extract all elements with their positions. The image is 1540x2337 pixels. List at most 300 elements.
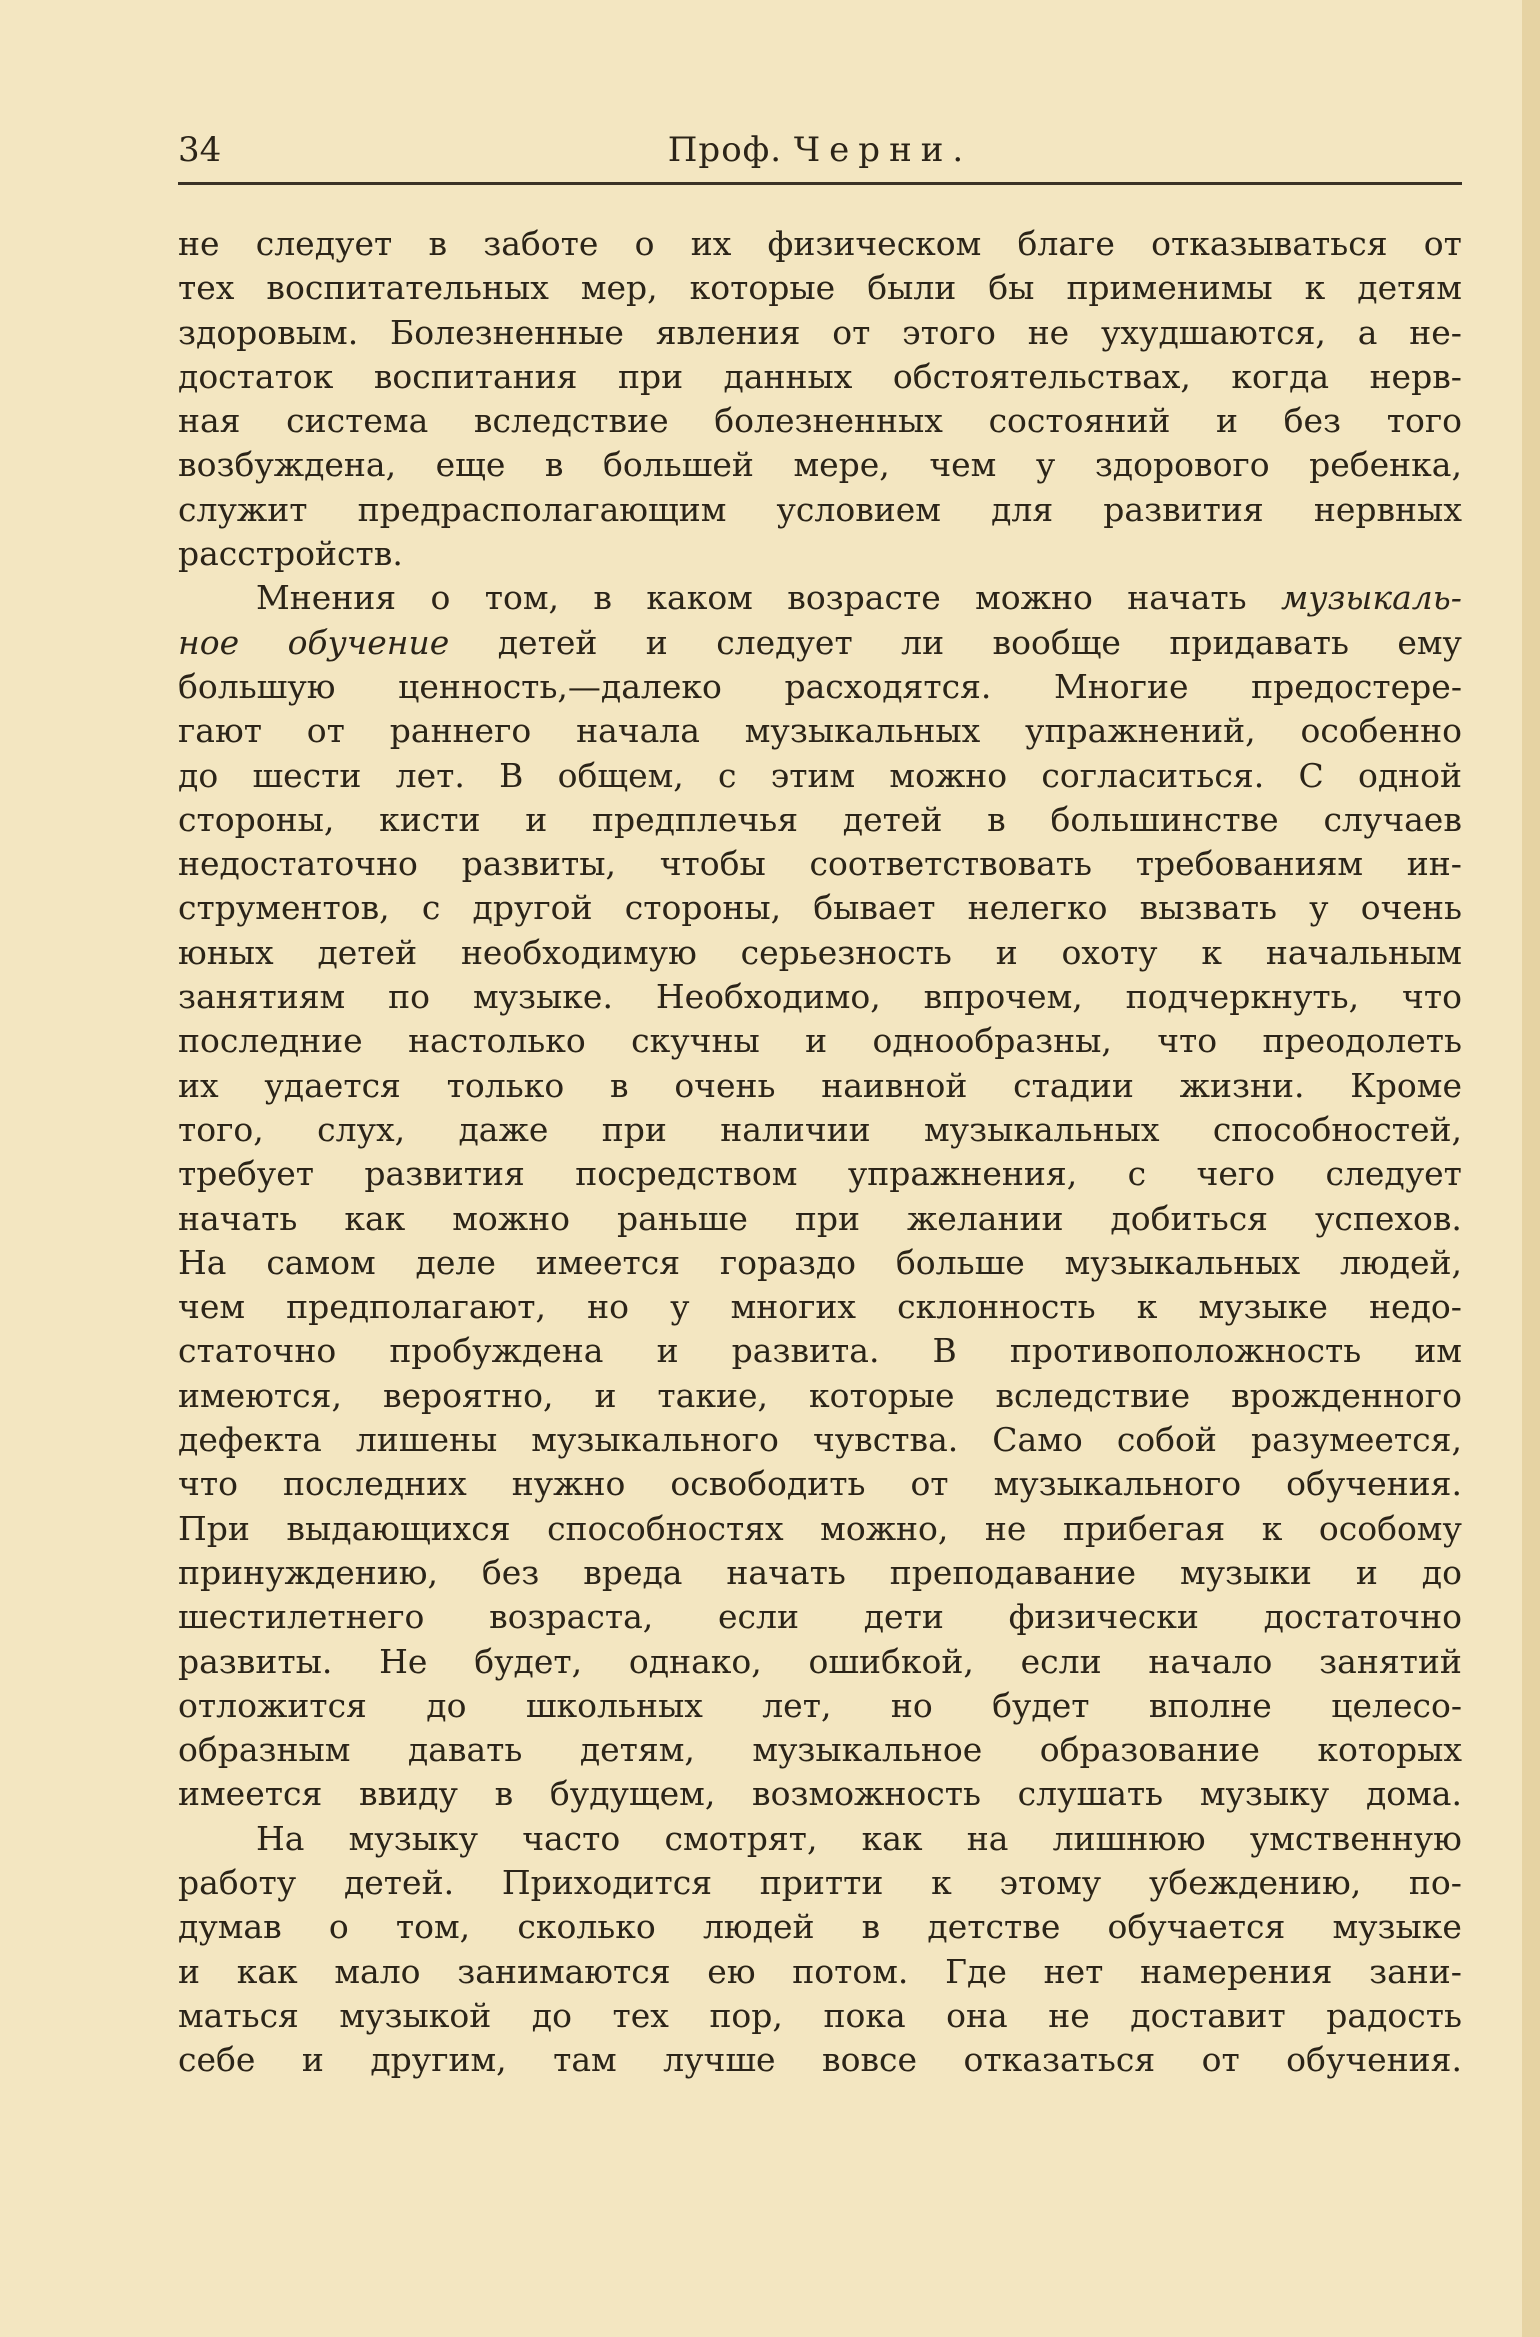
text-line (178, 931, 1462, 975)
word: людей (702, 1907, 815, 1947)
running-head (178, 130, 1462, 170)
text-line (178, 222, 1462, 266)
word: удается (264, 1065, 401, 1105)
word: в (609, 1065, 629, 1105)
text-line (178, 1905, 1462, 1949)
word: не (178, 224, 220, 263)
word: этому (999, 1862, 1102, 1902)
word: больше (895, 1242, 1025, 1282)
word: имеется (178, 1774, 323, 1814)
word: согласиться. (1041, 755, 1265, 795)
word: с (421, 888, 441, 928)
word: на (966, 1818, 1009, 1858)
word: к (1261, 1508, 1283, 1548)
word: преодолеть (1262, 1021, 1462, 1061)
word: В (499, 755, 524, 795)
word: мере, (793, 445, 890, 485)
word: нужно (511, 1464, 626, 1504)
word: наличии (720, 1109, 871, 1149)
word: при (794, 1198, 860, 1238)
word: она (946, 1995, 1008, 2035)
word: занятиям (178, 977, 346, 1017)
word: настолько (408, 1021, 586, 1061)
text-line (178, 1152, 1462, 1196)
word: можно, (820, 1508, 949, 1548)
text-line (178, 1374, 1462, 1418)
text-line (178, 1861, 1462, 1905)
word: детей (317, 932, 418, 972)
word: что (1157, 1021, 1218, 1061)
word: будет (992, 1685, 1090, 1725)
word: Мнения (256, 578, 397, 618)
word: к (931, 1862, 952, 1902)
word: ввиду (359, 1774, 458, 1814)
word: Кроме (1350, 1065, 1462, 1105)
word: желании (906, 1198, 1064, 1238)
word: и (1355, 1552, 1378, 1592)
word: не (984, 1508, 1027, 1548)
word: только (446, 1065, 565, 1105)
word: каком (646, 578, 753, 618)
word: радость (1326, 1995, 1462, 2035)
word: раньше (616, 1198, 748, 1238)
word: работу (178, 1862, 297, 1902)
word: принуждению, (178, 1552, 438, 1592)
word: достаточно (1263, 1597, 1462, 1637)
word: тех (612, 1995, 669, 2035)
body-text (178, 222, 1462, 2082)
word: шести (252, 755, 362, 795)
word: врожденного (1231, 1375, 1462, 1415)
word: начать (178, 1198, 298, 1238)
word: школьных (525, 1685, 703, 1725)
word: намерения (1140, 1951, 1333, 1991)
word: детстве (927, 1907, 1061, 1947)
word: система (286, 401, 429, 441)
word: служит (178, 489, 308, 529)
text-line (178, 754, 1462, 798)
word: до (531, 1995, 572, 2035)
word: которые (689, 268, 836, 308)
word: вовсе (822, 2040, 918, 2080)
word: и (645, 622, 668, 662)
word: достаток (178, 356, 334, 396)
word: пробуждена (389, 1331, 604, 1371)
word: отказаться (963, 2040, 1156, 2080)
word: к (1304, 268, 1326, 308)
text-line (178, 1507, 1462, 1551)
word: последние (178, 1021, 363, 1061)
word: того (1386, 401, 1462, 441)
word: им (1414, 1331, 1462, 1371)
word: требует (178, 1154, 314, 1194)
word: музыке (1198, 1287, 1328, 1327)
word: развития (364, 1154, 525, 1194)
word: воспитания (373, 356, 578, 396)
word: начальным (1265, 932, 1462, 972)
word: ная (178, 401, 241, 441)
word: в (593, 578, 613, 618)
word: себе (178, 2040, 256, 2080)
word: гают (178, 711, 262, 751)
word: обучается (1107, 1907, 1286, 1947)
word: вообще (992, 622, 1121, 662)
word: большей (603, 445, 754, 485)
word: очень (1360, 888, 1462, 928)
word: лучше (663, 2040, 776, 2080)
word: ухудшаются, (1101, 312, 1326, 352)
word: ин- (1406, 844, 1462, 884)
word: сколько (517, 1907, 656, 1947)
word: выдающихся (286, 1508, 511, 1548)
word: болезненных (714, 401, 943, 441)
word: в (544, 445, 564, 485)
word: до (178, 755, 219, 795)
word: музыкального (531, 1420, 779, 1460)
word: предплечья (591, 799, 799, 839)
running-head-prefix: Проф. (667, 130, 783, 170)
word: дети (863, 1597, 944, 1637)
word: зани- (1369, 1951, 1462, 1991)
word: маться (178, 1995, 299, 2035)
word: музыкаль- (1281, 578, 1462, 618)
word: способностях (547, 1508, 784, 1548)
word: давать (407, 1730, 523, 1770)
word: придавать (1169, 622, 1349, 662)
word: что (1402, 977, 1462, 1017)
word: обстоятельствах, (892, 356, 1191, 396)
word: музыку (348, 1818, 479, 1858)
word: кисти (379, 799, 481, 839)
word: имеется (535, 1242, 681, 1282)
text-line (178, 621, 1462, 665)
word: от (1201, 2040, 1240, 2080)
word: вероятно, (382, 1375, 554, 1415)
word: чего (1196, 1154, 1276, 1194)
word: предрасполагающим (357, 489, 727, 529)
word: их (690, 224, 732, 263)
word: у (1309, 888, 1329, 928)
word: способностей, (1212, 1109, 1462, 1149)
word: при (617, 356, 684, 396)
text-line (178, 1019, 1462, 1063)
word: детям (1357, 268, 1462, 308)
word: шестилетнего (178, 1597, 425, 1637)
word: у (1035, 445, 1056, 485)
text-line (178, 975, 1462, 1019)
word: образным (178, 1730, 351, 1770)
text-line (178, 488, 1462, 532)
word: не (1027, 312, 1070, 352)
text-line (178, 1817, 1462, 1861)
word: состояний (988, 401, 1171, 441)
word: отложится (178, 1685, 367, 1725)
word: и (178, 1951, 200, 1991)
word: расстройств. (178, 534, 403, 574)
word: однако, (628, 1641, 762, 1681)
word: недостаточно (178, 844, 418, 884)
word: и (1215, 401, 1238, 441)
word: Болезненные (389, 312, 624, 352)
word: будет, (474, 1641, 583, 1681)
text-line (178, 1418, 1462, 1462)
word: которые (808, 1375, 955, 1415)
word: музыкального (993, 1464, 1242, 1504)
word: прибегая (1062, 1508, 1226, 1548)
word: вызвать (1139, 888, 1277, 928)
word: предполагают, (286, 1287, 547, 1327)
text-line (178, 1241, 1462, 1285)
word: Многие (1054, 666, 1189, 706)
word: умственную (1249, 1818, 1462, 1858)
word: вполне (1148, 1685, 1272, 1725)
word: музыке (1332, 1907, 1462, 1947)
word: о (634, 224, 655, 263)
word: от (306, 711, 345, 751)
word: не (1048, 1995, 1090, 2035)
word: ное (178, 622, 240, 662)
word: как (344, 1198, 406, 1238)
word: детей (497, 622, 598, 662)
word: деле (415, 1242, 496, 1282)
word: гораздо (719, 1242, 857, 1282)
word: обучение (287, 622, 450, 662)
word: музыкальных (744, 711, 981, 751)
word: если (718, 1597, 799, 1637)
word: очень (674, 1065, 776, 1105)
word: добиться (1110, 1198, 1268, 1238)
word: но (587, 1287, 629, 1327)
word: условием (776, 489, 941, 529)
word: дефекта (178, 1420, 322, 1460)
word: склонность (897, 1287, 1096, 1327)
word: к (1201, 932, 1223, 972)
text-line (178, 266, 1462, 310)
text-line (178, 1640, 1462, 1684)
word: музыкальных (924, 1109, 1160, 1149)
word: упражнений, (1025, 711, 1256, 751)
word: В (932, 1331, 957, 1371)
word: притти (759, 1862, 884, 1902)
word: когда (1231, 356, 1330, 396)
text-line (178, 1950, 1462, 1994)
word: для (991, 489, 1054, 529)
word: явления (655, 312, 801, 352)
word: требованиям (1135, 844, 1364, 884)
text-line (178, 311, 1462, 355)
word: чем (929, 445, 997, 485)
word: многих (730, 1287, 857, 1327)
word: ценность,—далеко (398, 666, 722, 706)
word: с (718, 755, 737, 795)
word: слушать (1017, 1774, 1164, 1814)
word: по- (1408, 1862, 1462, 1902)
word: соответствовать (809, 844, 1093, 884)
word: ли (901, 622, 945, 662)
word: музыки (1179, 1552, 1312, 1592)
word: начать (726, 1552, 846, 1592)
word: их (178, 1065, 219, 1105)
word: развиты. (178, 1641, 333, 1681)
word: того, (178, 1109, 264, 1149)
page-header (178, 122, 1462, 182)
word: что (178, 1464, 238, 1504)
text-line (178, 1772, 1462, 1816)
word: здорового (1094, 445, 1270, 485)
word: разумеется, (1250, 1420, 1462, 1460)
word: можно (452, 1198, 570, 1238)
word: воспитательных (266, 268, 549, 308)
word: не- (1409, 312, 1462, 352)
word: чувства. (812, 1420, 959, 1460)
word: детей (842, 799, 943, 839)
word: однообразны, (872, 1021, 1112, 1061)
word: развиты, (461, 844, 617, 884)
text-line (178, 576, 1462, 620)
word: наивной (821, 1065, 968, 1105)
word: недо- (1369, 1287, 1462, 1327)
text-line (178, 355, 1462, 399)
text-line (178, 1064, 1462, 1108)
word: противоположность (1009, 1331, 1362, 1371)
word: такие, (657, 1375, 768, 1415)
word: юных (178, 932, 274, 972)
word: даже (458, 1109, 549, 1149)
word: дома. (1365, 1774, 1462, 1814)
word: бывает (813, 888, 936, 928)
word: С (1298, 755, 1324, 795)
word: стороны, (624, 888, 782, 928)
word: музыкой (339, 1995, 492, 2035)
word: детей. (343, 1862, 455, 1902)
word: нерв- (1369, 356, 1462, 396)
word: в (861, 1907, 881, 1947)
word: у (670, 1287, 690, 1327)
text-line (178, 1197, 1462, 1241)
word: от (910, 1464, 949, 1504)
word: этим (770, 755, 856, 795)
text-line (178, 665, 1462, 709)
word: мер, (580, 268, 658, 308)
text-line (178, 1285, 1462, 1329)
word: При (178, 1508, 250, 1548)
word: убеждению, (1148, 1862, 1362, 1902)
page-edge (1522, 0, 1540, 2337)
word: особенно (1300, 711, 1462, 751)
word: начало (1148, 1641, 1273, 1681)
word: следует (1325, 1154, 1462, 1194)
word: нет (1043, 1951, 1104, 1991)
text-line (178, 1994, 1462, 2038)
word: музыкальное (752, 1730, 983, 1770)
word: данных (723, 356, 853, 396)
word: серьезность (740, 932, 952, 972)
word: с (1127, 1154, 1147, 1194)
word: потом. (792, 1951, 909, 1991)
word: по (388, 977, 431, 1017)
word: возбуждена, (178, 445, 397, 485)
word: как (236, 1951, 298, 1991)
text-line (178, 798, 1462, 842)
word: последних (282, 1464, 467, 1504)
word: лет. (395, 755, 465, 795)
word: чтобы (659, 844, 766, 884)
word: успехов. (1314, 1198, 1462, 1238)
text-line (178, 1728, 1462, 1772)
word: но (890, 1685, 933, 1725)
word: занимаются (457, 1951, 671, 1991)
word: пока (823, 1995, 906, 2035)
word: благе (1017, 224, 1115, 263)
word: к (1136, 1287, 1158, 1327)
word: и (805, 1021, 828, 1061)
word: целесо- (1331, 1685, 1462, 1725)
word: том, (484, 578, 560, 618)
word: возможность (752, 1774, 981, 1814)
word: развития (1103, 489, 1264, 529)
word: лет, (762, 1685, 832, 1725)
word: здоровым. (178, 312, 359, 352)
word: общем, (557, 755, 684, 795)
word: занятий (1319, 1641, 1462, 1681)
word: собой (1116, 1420, 1217, 1460)
word: ею (707, 1951, 756, 1991)
word: Необходимо, (655, 977, 881, 1017)
word: будущем, (549, 1774, 716, 1814)
word: и (995, 932, 1018, 972)
word: лишены (355, 1420, 498, 1460)
word: музыке. (472, 977, 613, 1017)
word: можно (889, 755, 1008, 795)
word: следует (255, 224, 393, 263)
word: пор, (709, 1995, 783, 2035)
word: посредством (575, 1154, 798, 1194)
word: том, (395, 1907, 471, 1947)
word: там (553, 2040, 617, 2080)
word: при (601, 1109, 667, 1149)
word: бы (988, 268, 1035, 308)
text-line (178, 842, 1462, 886)
word: статочно (178, 1331, 337, 1371)
running-head-surname: Черни. (793, 130, 973, 170)
word: ему (1397, 622, 1462, 662)
word: вследствие (473, 401, 669, 441)
word: людей, (1339, 1242, 1462, 1282)
text-line (178, 399, 1462, 443)
word: самом (266, 1242, 376, 1282)
word: Само (992, 1420, 1083, 1460)
word: Приходится (501, 1862, 713, 1902)
word: заботе (483, 224, 599, 263)
word: и (301, 2040, 324, 2080)
word: обучения. (1286, 1464, 1462, 1504)
word: мало (334, 1951, 421, 1991)
word: имеются, (178, 1375, 342, 1415)
word: преподавание (889, 1552, 1137, 1592)
word: необходимую (460, 932, 697, 972)
word: Не (379, 1641, 428, 1681)
word: без (1283, 401, 1342, 441)
word: На (178, 1242, 227, 1282)
word: обучения. (1286, 2040, 1462, 2080)
word: жизни. (1179, 1065, 1305, 1105)
word: большинстве (1050, 799, 1279, 839)
word: часто (522, 1818, 621, 1858)
text-line (178, 2038, 1462, 2082)
text-line (178, 1595, 1462, 1639)
word: и (656, 1331, 679, 1371)
word: стороны, (178, 799, 335, 839)
